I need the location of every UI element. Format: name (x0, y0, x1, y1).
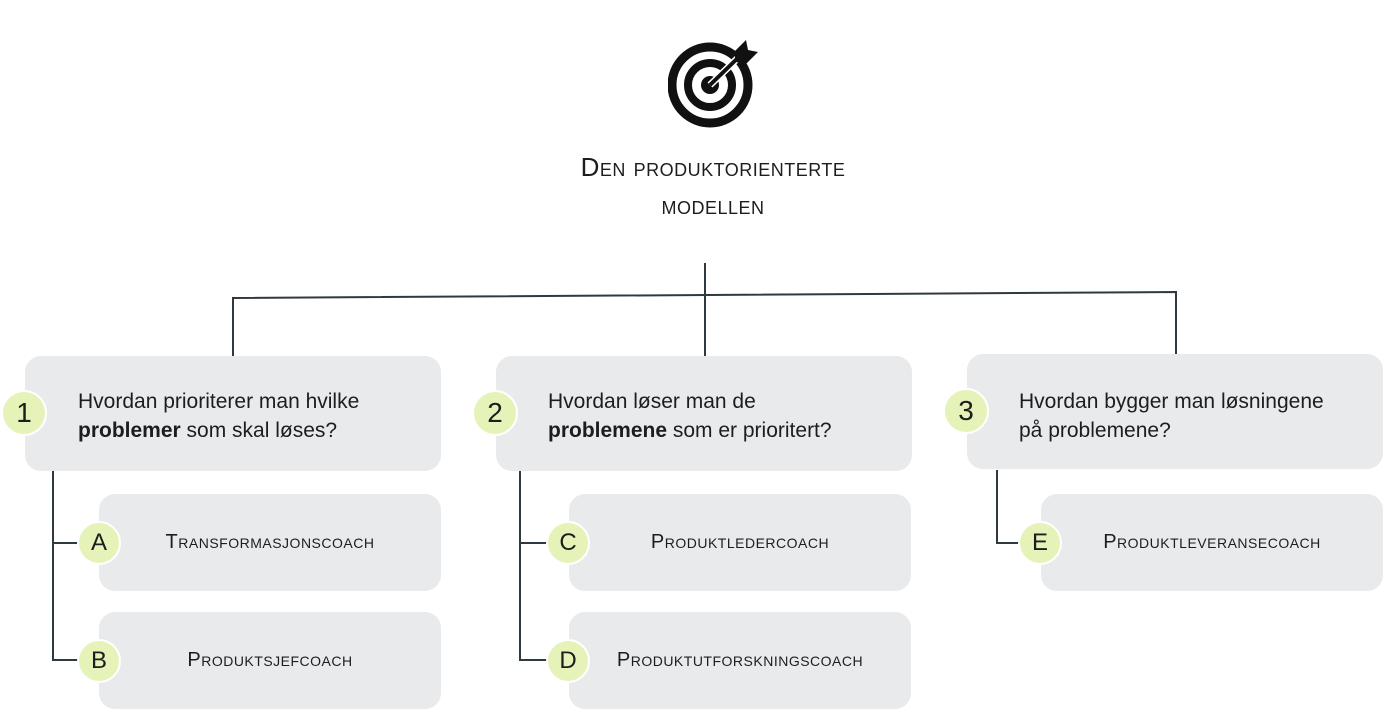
question-line-2: Hvordan løser man de (548, 390, 756, 413)
coach-label-b: Produktsjefcoach (187, 649, 353, 671)
question-bold-2: problemene (548, 419, 668, 442)
target-arrow-icon (668, 40, 758, 130)
question-number-badge-1: 1 (1, 390, 47, 436)
question-bold-1: problemer (78, 419, 181, 442)
coach-letter-badge-e: E (1018, 521, 1062, 565)
question-line-3: Hvordan bygger man løsningene (1019, 390, 1324, 413)
title-line-1: Den produktorienterte (580, 152, 846, 182)
question-number-badge-2: 2 (472, 390, 518, 436)
question-number-badge-3: 3 (943, 388, 989, 434)
question-text-1 (78, 387, 428, 445)
coach-label-c: Produktledercoach (650, 531, 830, 553)
question-line-1: Hvordan prioriterer man hvilke (78, 390, 360, 413)
coach-letter-badge-d: D (546, 639, 590, 683)
coach-letter-badge-b: B (77, 639, 121, 683)
question-text-2 (548, 387, 898, 445)
question-rest-2: som er prioritert? (667, 419, 832, 442)
coach-label-e: Produktleveransecoach (1103, 531, 1321, 553)
question-rest-1: som skal løses? (180, 419, 338, 442)
coach-letter-badge-c: C (546, 521, 590, 565)
question-text-3 (1019, 387, 1374, 445)
coach-label-d: Produktutforskningscoach (616, 649, 864, 671)
coach-label-a: Transformasjonscoach (165, 531, 375, 553)
question-rest-3: på problemene? (1019, 419, 1171, 442)
coach-letter-badge-a: A (77, 521, 121, 565)
diagram-title (450, 148, 976, 224)
title-line-2: modellen (661, 190, 765, 220)
